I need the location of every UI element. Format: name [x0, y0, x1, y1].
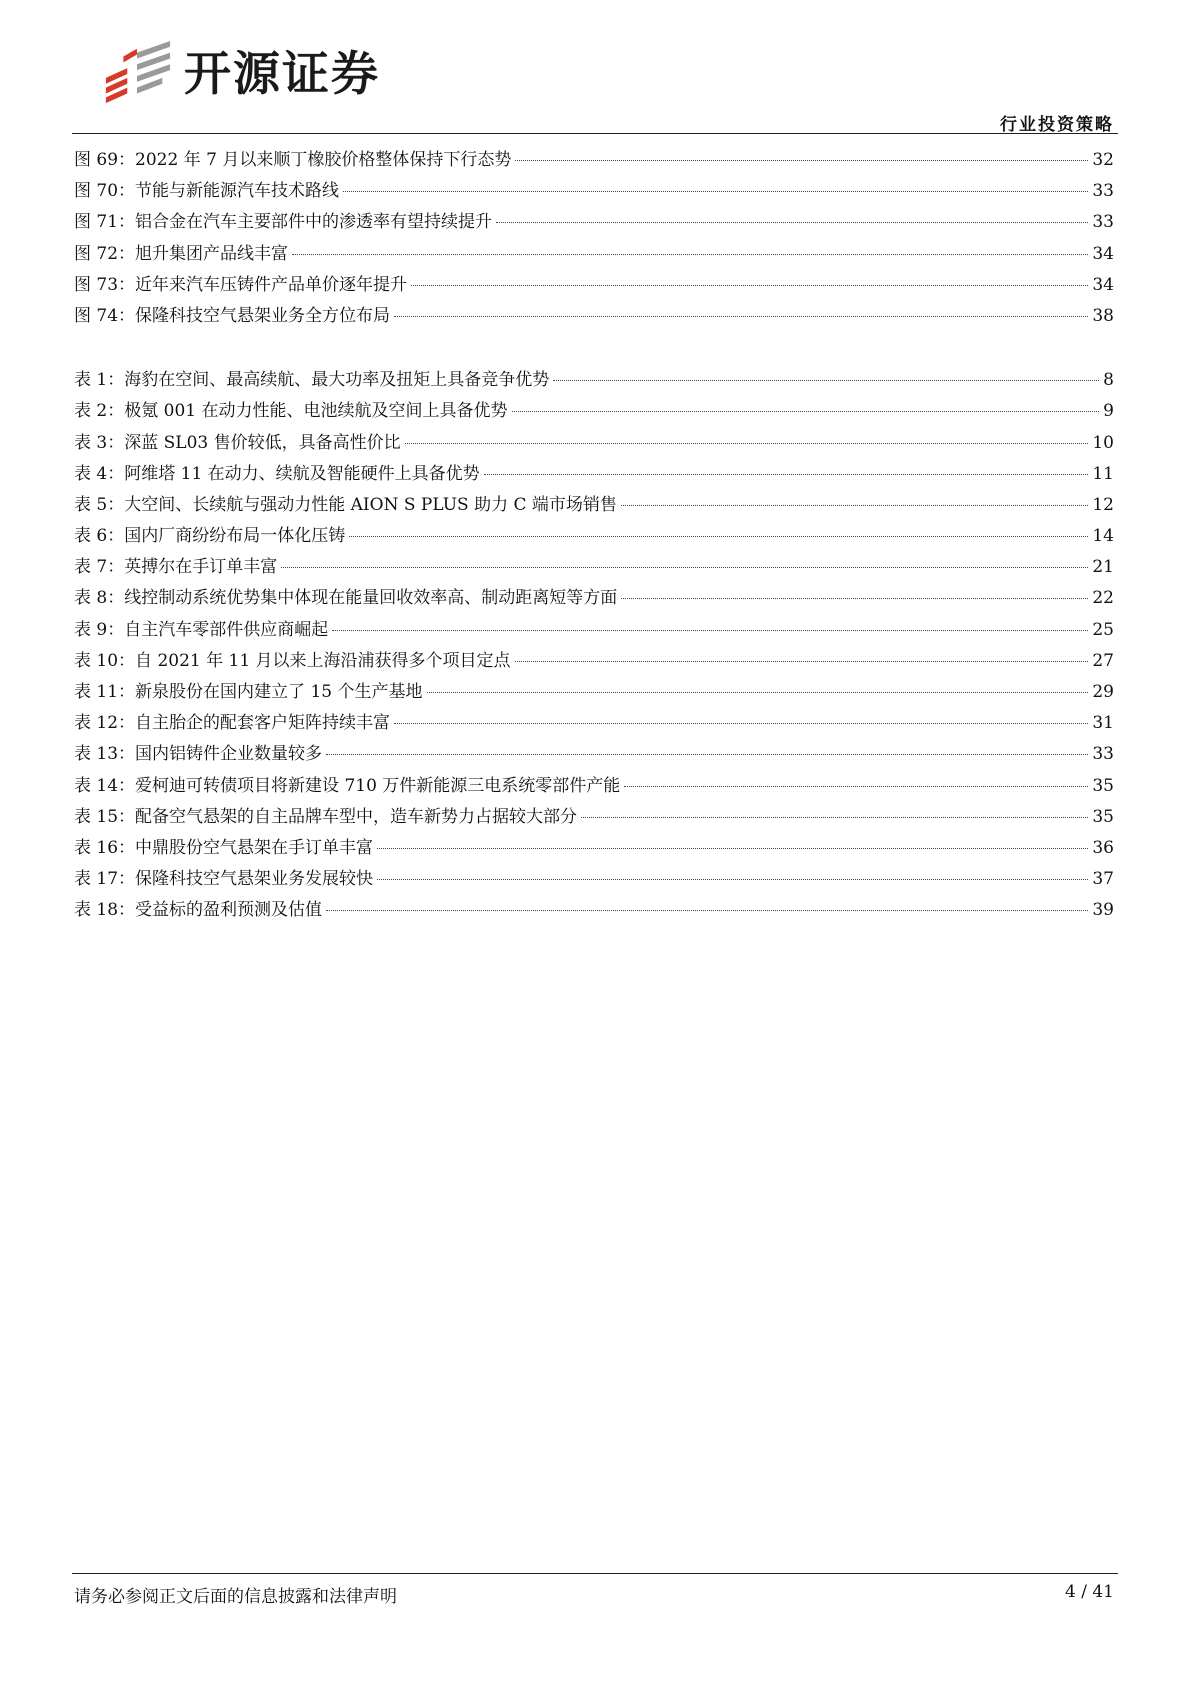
- table-toc-entry[interactable]: [74, 677, 1114, 708]
- entry-label: 表 7：: [74, 557, 125, 578]
- figure-toc-entry[interactable]: [74, 207, 1114, 238]
- entry-title: 旭升集团产品线丰富: [135, 243, 289, 264]
- figure-toc-entry[interactable]: [74, 145, 1114, 176]
- entry-page-number: 33: [1092, 181, 1114, 202]
- entry-label: 表 4：: [74, 463, 125, 484]
- logo-stripe: [123, 49, 137, 63]
- dot-leader: [292, 254, 1088, 255]
- entry-label: 表 5：: [74, 494, 125, 515]
- dot-leader: [377, 848, 1088, 849]
- table-toc-entry[interactable]: [74, 833, 1114, 864]
- dot-leader: [581, 817, 1088, 818]
- table-toc-entry[interactable]: [74, 646, 1114, 677]
- table-toc-entry[interactable]: [74, 459, 1114, 490]
- table-toc-entry[interactable]: [74, 583, 1114, 614]
- brand-name: 开源证券: [184, 46, 380, 102]
- table-list: [74, 365, 1114, 926]
- entry-label: 表 9：: [74, 619, 125, 640]
- entry-title: 新泉股份在国内建立了 15 个生产基地: [135, 682, 423, 702]
- dot-leader: [394, 316, 1088, 317]
- table-toc-entry[interactable]: [74, 864, 1114, 895]
- entry-label: 表 1：: [74, 370, 125, 391]
- entry-title: 铝合金在汽车主要部件中的渗透率有望持续提升: [135, 212, 493, 233]
- dot-leader: [326, 910, 1088, 911]
- entry-page-number: 35: [1092, 775, 1114, 796]
- dot-leader: [394, 723, 1088, 724]
- company-logo: [98, 38, 458, 110]
- figure-list: [74, 145, 1114, 332]
- table-toc-entry[interactable]: [74, 396, 1114, 427]
- dot-leader: [515, 160, 1088, 161]
- dot-leader: [349, 536, 1088, 537]
- entry-label: 图 72：: [74, 243, 136, 264]
- entry-page-number: 27: [1092, 650, 1114, 671]
- table-toc-entry[interactable]: [74, 708, 1114, 739]
- document-type-label: 行业投资策略: [1000, 115, 1114, 135]
- figure-toc-entry[interactable]: [74, 239, 1114, 270]
- entry-page-number: 32: [1092, 150, 1114, 170]
- dot-leader: [427, 692, 1089, 693]
- table-toc-entry[interactable]: [74, 428, 1114, 459]
- entry-label: 表 15：: [74, 806, 136, 827]
- dot-leader: [326, 754, 1088, 755]
- header-divider: [72, 133, 1118, 134]
- table-toc-entry[interactable]: [74, 490, 1114, 521]
- dot-leader: [343, 191, 1088, 192]
- dot-leader: [553, 380, 1099, 381]
- dot-leader: [281, 567, 1088, 568]
- logo-mark-icon: [98, 39, 176, 109]
- entry-page-number: 38: [1092, 305, 1114, 326]
- dot-leader: [496, 222, 1088, 223]
- figure-toc-entry[interactable]: [74, 176, 1114, 207]
- table-toc-entry[interactable]: [74, 615, 1114, 646]
- entry-label: 图 74：: [74, 305, 136, 326]
- entry-title: 英搏尔在手订单丰富: [124, 557, 278, 578]
- entry-page-number: 14: [1092, 526, 1114, 547]
- entry-label: 表 3：: [74, 432, 125, 453]
- entry-label: 图 69：: [74, 150, 136, 170]
- entry-page-number: 22: [1092, 588, 1114, 609]
- dot-leader: [484, 474, 1089, 475]
- entry-page-number: 36: [1092, 837, 1114, 858]
- entry-page-number: 11: [1092, 463, 1114, 484]
- entry-title: 爱柯迪可转债项目将新建设 710 万件新能源三电系统零部件产能: [135, 775, 621, 796]
- entry-title: 大空间、长续航与强动力性能 AION S PLUS 助力 C 端市场销售: [124, 494, 617, 515]
- entry-label: 图 71：: [74, 212, 136, 233]
- entry-label: 表 16：: [74, 837, 136, 858]
- entry-label: 表 14：: [74, 775, 136, 796]
- entry-page-number: 10: [1092, 432, 1114, 453]
- entry-title: 节能与新能源汽车技术路线: [135, 181, 340, 202]
- entry-page-number: 33: [1092, 744, 1114, 765]
- entry-label: 表 12：: [74, 713, 136, 734]
- entry-title: 保隆科技空气悬架业务发展较快: [135, 869, 374, 890]
- dot-leader: [621, 505, 1088, 506]
- entry-page-number: 29: [1092, 682, 1114, 702]
- entry-page-number: 21: [1092, 557, 1114, 578]
- entry-title: 深蓝 SL03 售价较低，具备高性价比: [124, 432, 401, 453]
- entry-title: 保隆科技空气悬架业务全方位布局: [135, 305, 391, 326]
- entry-title: 近年来汽车压铸件产品单价逐年提升: [135, 274, 408, 295]
- entry-page-number: 12: [1092, 494, 1114, 515]
- table-toc-entry[interactable]: [74, 521, 1114, 552]
- entry-title: 受益标的盈利预测及估值: [135, 900, 323, 921]
- table-of-contents: [74, 145, 1114, 927]
- entry-title: 线控制动系统优势集中体现在能量回收效率高、制动距离短等方面: [124, 588, 618, 609]
- entry-title: 配备空气悬架的自主品牌车型中，造车新势力占据较大部分: [135, 806, 578, 827]
- entry-page-number: 34: [1092, 243, 1114, 264]
- entry-title: 自 2021 年 11 月以来上海沿浦获得多个项目定点: [135, 650, 511, 671]
- entry-title: 中鼎股份空气悬架在手订单丰富: [135, 837, 374, 858]
- footer-divider: [72, 1573, 1118, 1574]
- entry-title: 自主胎企的配套客户矩阵持续丰富: [135, 713, 391, 734]
- entry-page-number: 31: [1092, 713, 1114, 734]
- entry-page-number: 25: [1092, 619, 1114, 640]
- entry-label: 表 2：: [74, 401, 125, 422]
- footer-disclaimer: 请务必参阅正文后面的信息披露和法律声明: [74, 1587, 397, 1607]
- dot-leader: [377, 879, 1088, 880]
- entry-title: 国内铝铸件企业数量较多: [135, 744, 323, 765]
- dot-leader: [405, 443, 1089, 444]
- entry-title: 阿维塔 11 在动力、续航及智能硬件上具备优势: [124, 463, 480, 484]
- entry-title: 2022 年 7 月以来顺丁橡胶价格整体保持下行态势: [135, 150, 512, 170]
- entry-page-number: 35: [1092, 806, 1114, 827]
- entry-page-number: 9: [1103, 401, 1114, 422]
- entry-page-number: 39: [1092, 900, 1114, 921]
- table-toc-entry[interactable]: [74, 552, 1114, 583]
- figure-toc-entry[interactable]: [74, 270, 1114, 301]
- table-toc-entry[interactable]: [74, 771, 1114, 802]
- entry-title: 国内厂商纷纷布局一体化压铸: [124, 526, 346, 547]
- entry-label: 表 8：: [74, 588, 125, 609]
- entry-label: 表 6：: [74, 526, 125, 547]
- page-number: 4 / 41: [1065, 1582, 1114, 1602]
- entry-title: 海豹在空间、最高续航、最大功率及扭矩上具备竞争优势: [124, 370, 550, 391]
- entry-label: 表 11：: [74, 682, 136, 702]
- entry-label: 表 10：: [74, 650, 136, 671]
- entry-page-number: 33: [1092, 212, 1114, 233]
- entry-label: 表 17：: [74, 869, 136, 890]
- entry-label: 表 13：: [74, 744, 136, 765]
- section-gap: [74, 332, 1114, 365]
- entry-label: 图 70：: [74, 181, 136, 202]
- dot-leader: [512, 411, 1100, 412]
- entry-page-number: 8: [1103, 370, 1114, 391]
- dot-leader: [411, 285, 1088, 286]
- entry-title: 自主汽车零部件供应商崛起: [124, 619, 329, 640]
- entry-page-number: 34: [1092, 274, 1114, 295]
- table-toc-entry[interactable]: [74, 895, 1114, 926]
- entry-label: 图 73：: [74, 274, 136, 295]
- table-toc-entry[interactable]: [74, 802, 1114, 833]
- entry-label: 表 18：: [74, 900, 136, 921]
- entry-title: 极氪 001 在动力性能、电池续航及空间上具备优势: [124, 401, 508, 422]
- table-toc-entry[interactable]: [74, 739, 1114, 770]
- dot-leader: [515, 661, 1089, 662]
- figure-toc-entry[interactable]: [74, 301, 1114, 332]
- dot-leader: [624, 786, 1088, 787]
- table-toc-entry[interactable]: [74, 365, 1114, 396]
- dot-leader: [621, 598, 1088, 599]
- entry-page-number: 37: [1092, 869, 1114, 890]
- dot-leader: [332, 630, 1088, 631]
